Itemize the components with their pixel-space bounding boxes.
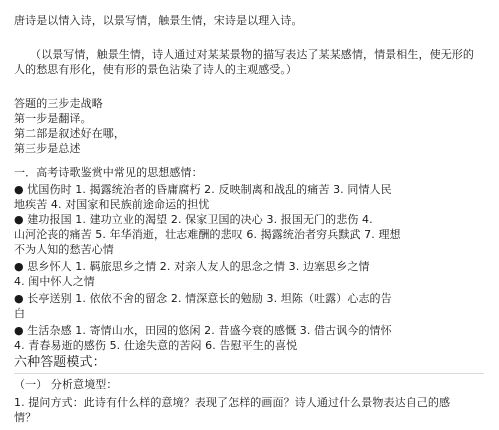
section-answer-modes-title: 六种答题模式：	[14, 355, 106, 370]
emotion-line: 山河沦丧的痛苦 5. 年华消逝，壮志难酬的悲叹 6. 揭露统治者穷兵黩武 7. 理想	[14, 228, 401, 241]
section-emotions-title: 一．高考诗歌鉴赏中常见的思想感情：	[14, 166, 203, 179]
emotion-line: ● 忧国伤时 1. 揭露统治者的昏庸腐朽 2. 反映制离和战乱的痛苦 3. 同情人民	[14, 183, 392, 196]
subsection-artistic-conception: （一） 分析意境型：	[14, 378, 118, 391]
emotion-line: 地疾苦 4. 对国家和民族前途命运的担忧	[14, 198, 210, 211]
step-one: 第一步是翻译。	[14, 112, 92, 125]
emotion-line: 4. 青春易逝的感伤 5. 仕途失意的苦闷 6. 告慰平生的喜悦	[14, 339, 298, 352]
paragraph-explanation-line2: 人的愁思有形化，使有形的景色沾染了诗人的主观感受。）	[14, 63, 298, 76]
step-three: 第三步是总述	[14, 142, 81, 155]
paragraph-tang-song: 唐诗是以情入诗，以景写情，触景生情，宋诗是以理入诗。	[14, 14, 303, 27]
paragraph-explanation-line1: （以景写情，触景生情，诗人通过对某某景物的描写表达了某某感情，情景相生，使无形的	[30, 48, 474, 61]
emotion-line: 4. 闺中怀人之情	[14, 275, 95, 288]
emotion-line: ● 长亭送别 1. 依依不舍的留念 2. 情深意长的勉励 3. 坦陈（吐露）心志的告	[14, 292, 392, 305]
emotion-line: 不为人知的愁苦心情	[14, 243, 114, 256]
divider	[14, 373, 484, 374]
question-line: 1. 提问方式：此诗有什么样的意境？表现了怎样的画面？诗人通过什么景物表达自己的感	[14, 396, 451, 409]
emotion-line: ● 建功报国 1. 建功立业的渴望 2. 保家卫国的决心 3. 报国无门的悲伤 4.	[14, 213, 373, 226]
steps-title: 答题的三步走战略	[14, 97, 103, 110]
question-line: 情？	[14, 411, 37, 424]
emotion-line: 白	[14, 307, 26, 320]
emotion-line: ● 生活杂感 1. 寄情山水，田园的悠闲 2. 昔盛今衰的感慨 3. 借古讽今的情怀	[14, 324, 392, 337]
emotion-line: ● 思乡怀人 1. 羁旅思乡之情 2. 对亲人友人的思念之情 3. 边塞思乡之情	[14, 260, 370, 273]
step-two: 第二部是叙述好在哪，	[14, 127, 125, 140]
